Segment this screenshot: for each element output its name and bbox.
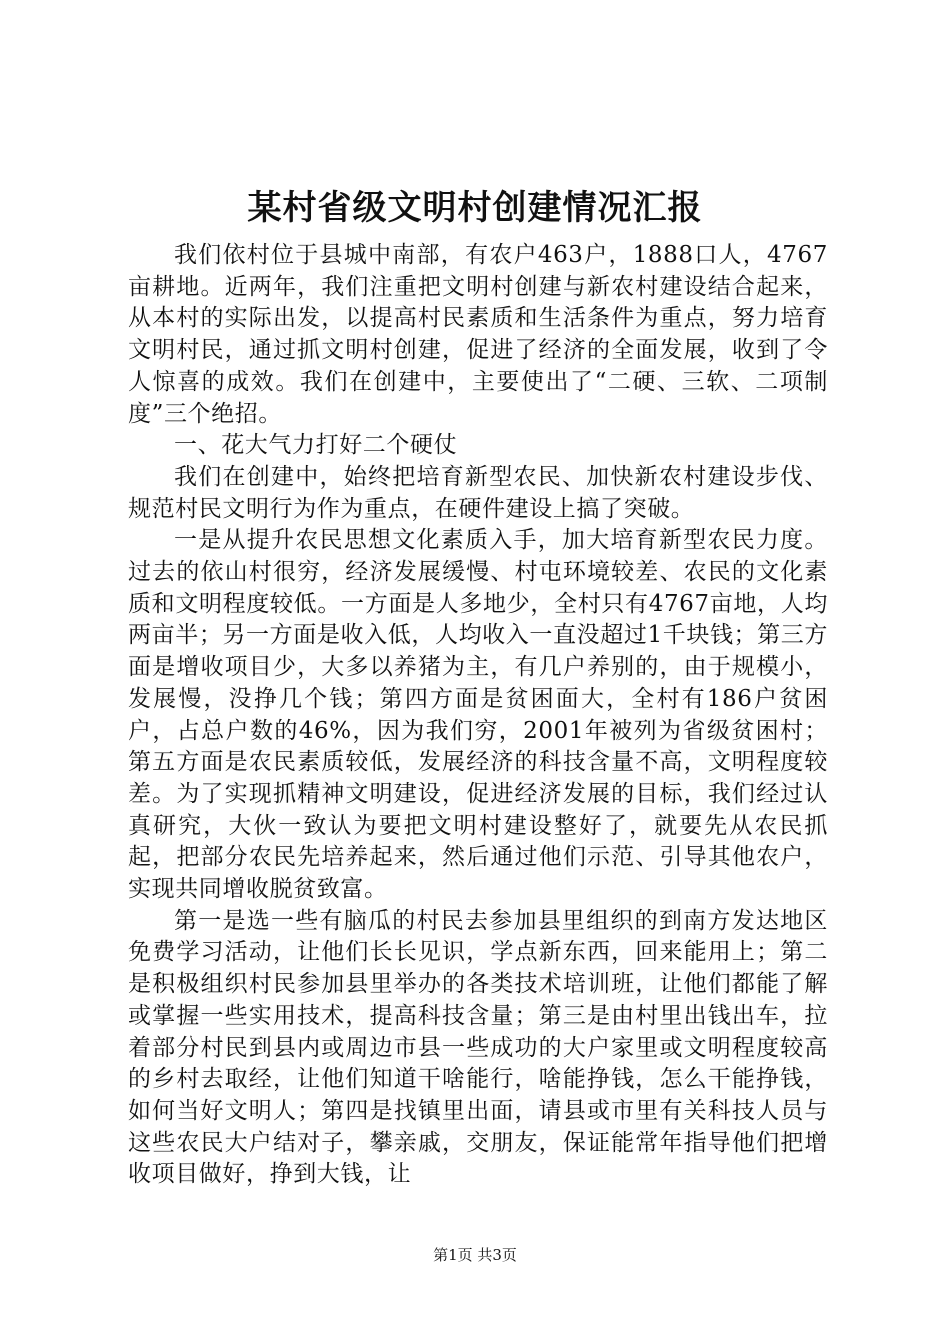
paragraph-measures: 第一是选一些有脑瓜的村民去参加县里组织的到南方发达地区免费学习活动，让他们长长见识，学点新东西，回来能用上；第二是积极组织村民参加县里举办的各类技术培训班，让他们都能了解或掌握一些实用技术，提高科技含量；第三是由村里出钱出车，拉着部分村民到县内或周边市县一些成功的大户家里或文明程度较高的乡村去取经，让他们知道干啥能行，啥能挣钱，怎么干能挣钱，如何当好文明人；第四是找镇里出面，请县或市里有关科技人员与这些农民大户结对子，攀亲戚，交朋友，保证能常年指导他们把增收项目做好，挣到大钱，让 <box>128 907 828 1188</box>
paragraph-overview: 我们在创建中，始终把培育新型农民、加快新农村建设步伐、规范村民文明行为作为重点，在硬件建设上搞了突破。 <box>128 463 828 522</box>
page-footer: 第1页 共3页 <box>433 1246 517 1264</box>
document-body <box>128 240 828 1191</box>
paragraph-intro: 我们依村位于县城中南部，有农户463户，1888口人，4767亩耕地。近两年，我们注重把文明村创建与新农村建设结合起来，从本村的实际出发，以提高村民素质和生活条件为重点，努力培育文明村民，通过抓文明村创建，促进了经济的全面发展，收到了令人惊喜的成效。我们在创建中，主要使出了“二硬、三软、二项制度”三个绝招。 <box>128 242 828 427</box>
section-heading: 一、花大气力打好二个硬仗 <box>174 432 458 459</box>
paragraph-point-one: 一是从提升农民思想文化素质入手，加大培育新型农民力度。过去的依山村很穷，经济发展缓慢、村屯环境较差、农民的文化素质和文明程度较低。一方面是人多地少，全村只有4767亩地，人均两亩半；另一方面是收入低，人均收入一直没超过1千块钱；第三方面是增收项目少，大多以养猪为主，有几户养别的，由于规模小，发展慢，没挣几个钱；第四方面是贫困面大，全村有186户贫困户，占总户数的46%，因为我们穷，2001年被列为省级贫困村；第五方面是农民素质较低，发展经济的科技含量不高，文明程度较差。为了实现抓精神文明建设，促进经济发展的目标，我们经过认真研究，大伙一致认为要把文明村建设整好了，就要先从农民抓起，把部分农民先培养起来，然后通过他们示范、引导其他农户，实现共同增收脱贫致富。 <box>128 527 828 903</box>
document-title: 某村省级文明村创建情况汇报 <box>247 188 703 228</box>
